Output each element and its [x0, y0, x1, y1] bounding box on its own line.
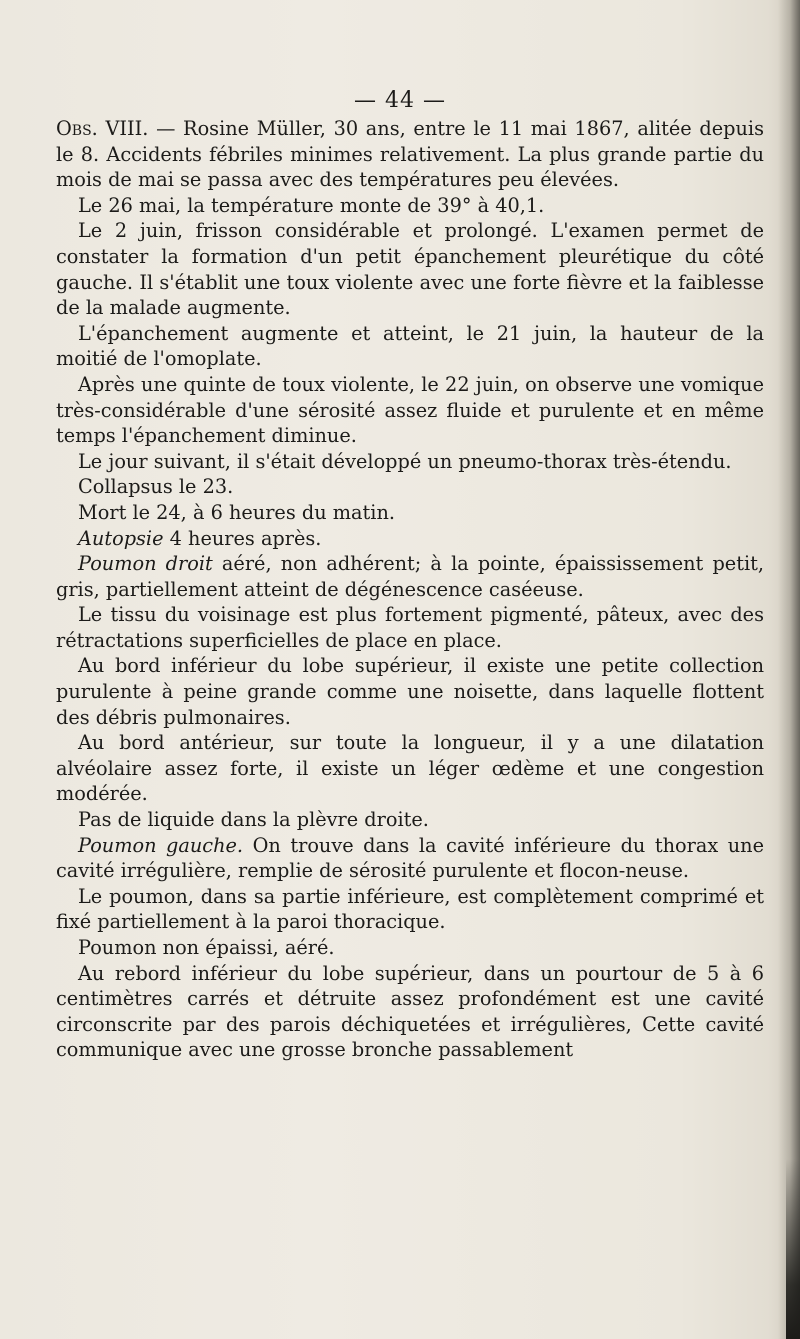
paragraph: Poumon droit aéré, non adhérent; à la pointe, épaississement petit, gris, partiellement atteint de dégénescence caséeuse.	[56, 552, 764, 601]
section-label-poumon-droit: Poumon droit	[78, 552, 213, 576]
paragraph: Obs. VIII. — Rosine Müller, 30 ans, entre le 11 mai 1867, alitée depuis le 8. Accidents fébriles minimes relativement. La plus grande partie du mois de mai se passa avec des températures peu élevées.	[56, 117, 764, 192]
paragraph: Pas de liquide dans la plèvre droite.	[78, 808, 429, 832]
paragraph: Collapsus le 23.	[78, 475, 234, 499]
paragraph: Après une quinte de toux violente, le 22 juin, on observe une vomique très-considérable d'une sérosité assez fluide et purulente et en même temps l'épanchement diminue.	[56, 372, 764, 448]
paragraph: Au rebord inférieur du lobe supérieur, dans un pourtour de 5 à 6 centimètres carrés et détruite assez profondément est une cavité circonscrite par des parois déchiquetées et irrégulières, Cette cavité communique avec une grosse bronche passablement	[56, 961, 764, 1062]
paragraph: Poumon gauche. On trouve dans la cavité inférieure du thorax une cavité irrégulière, remplie de sérosité purulente et flocon-neuse.	[56, 833, 764, 883]
observation-label: Obs. VIII.	[56, 117, 149, 140]
paragraph: Au bord antérieur, sur toute la longueur, il y a une dilatation alvéolaire assez forte, il existe un léger œdème et une congestion modérée.	[56, 731, 764, 806]
paragraph: Le 2 juin, frisson considérable et prolongé. L'examen permet de constater la formation d'un petit épanchement pleurétique du côté gauche. Il s'établit une toux violente avec une forte fièvre et la faiblesse de la malade augmente.	[56, 219, 764, 320]
body-text	[56, 116, 764, 1063]
paragraph: Autopsie 4 heures après.	[78, 526, 322, 550]
paragraph: Le 26 mai, la température monte de 39° à 40,1.	[78, 193, 545, 217]
paragraph: Poumon non épaissi, aéré.	[78, 936, 335, 959]
page-number: — 44 —	[354, 88, 446, 113]
paragraph: Mort le 24, à 6 heures du matin.	[78, 500, 395, 524]
paragraph: Le tissu du voisinage est plus fortement pigmenté, pâteux, avec des rétractations superficielles de place en place.	[56, 603, 764, 652]
paragraph: Le jour suivant, il s'était développé un pneumo-thorax très-étendu.	[78, 449, 732, 473]
paragraph: L'épanchement augmente et atteint, le 21 juin, la hauteur de la moitié de l'omoplate.	[56, 321, 764, 371]
binding-edge-shadow	[778, 0, 800, 1339]
section-label-poumon-gauche: Poumon gauche.	[78, 833, 244, 857]
binding-edge-dark	[786, 1159, 800, 1339]
paragraph: Au bord inférieur du lobe supérieur, il existe une petite collection purulente à peine grande comme une noisette, dans laquelle flottent des débris pulmonaires.	[56, 654, 764, 729]
section-label-autopsie: Autopsie	[78, 526, 164, 550]
paragraph: Le poumon, dans sa partie inférieure, est complètement comprimé et fixé partiellement à la paroi thoracique.	[56, 884, 764, 934]
